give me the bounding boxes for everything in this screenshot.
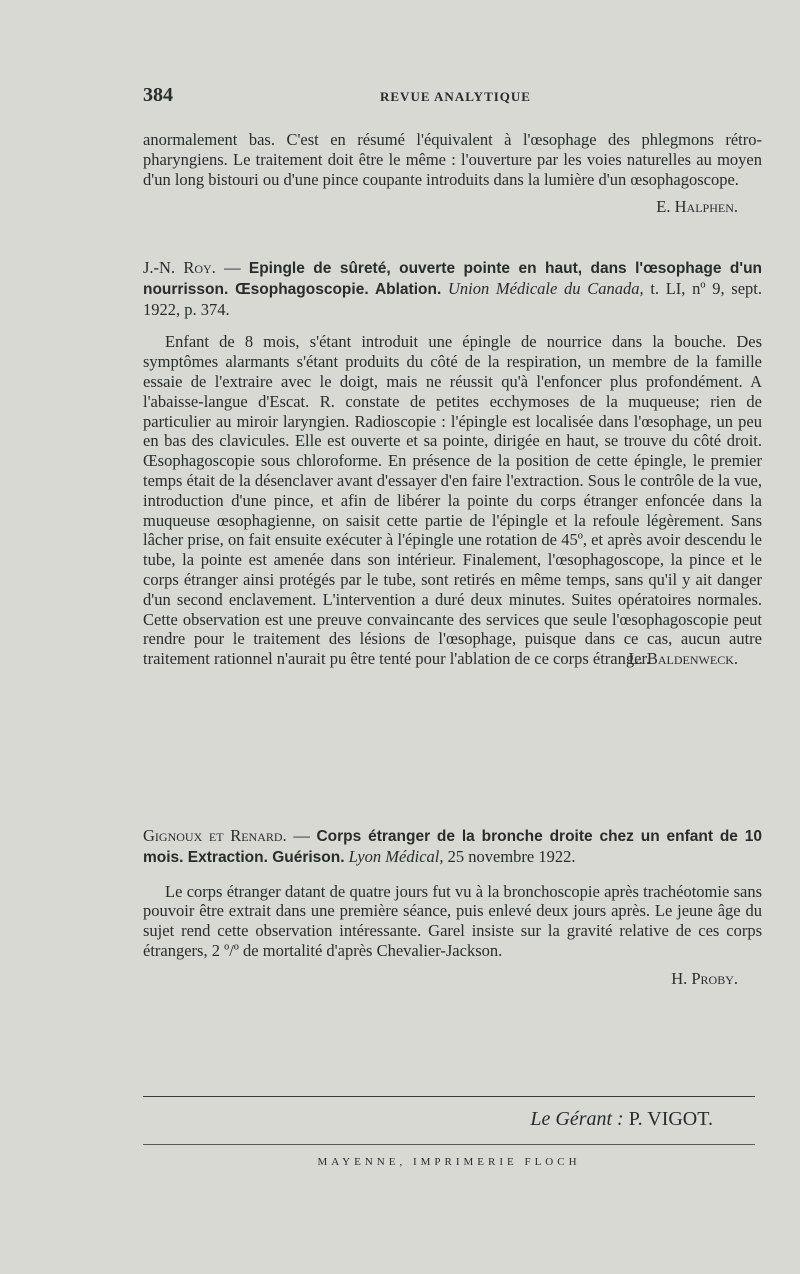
- printer-imprint: MAYENNE, IMPRIMERIE FLOCH: [317, 1156, 581, 1168]
- article-roy-authors: J.-N. Roy.: [143, 258, 216, 277]
- intro-section: [143, 130, 762, 217]
- article-roy-dash: —: [215, 258, 249, 277]
- article-gignoux-authors: Gignoux et Renard.: [143, 826, 287, 845]
- page-number: 384: [143, 84, 173, 106]
- article-roy: [143, 258, 762, 669]
- article-roy-citation: t. LI, nº 9, sept. 1922, p. 374.: [143, 278, 762, 319]
- article-gignoux-signature: H. Proby.: [671, 968, 738, 988]
- intro-signature: E. Halphen.: [656, 197, 738, 217]
- article-gignoux-body: Le corps étranger datant de quatre jours fut vu à la bronchoscopie après trachéotomie sans pouvoir être extrait dans une première séance, puis enlevé deux jours après. Le jeune âge du sujet rend cette observation intéressante. Garel insiste sur la gravité relative de ces corps étrangers, 2 º/º de mortalité d'après Chevalier-Jackson.: [143, 881, 762, 960]
- article-roy-journal: Union Médicale du Canada,: [447, 278, 644, 298]
- article-roy-title: Epingle de sûreté, ouverte pointe en haut, dans l'œsophage d'un nourrisson. Œsophagoscopie. Ablation.: [143, 260, 763, 298]
- article-roy-signature: L. Baldenweck.: [628, 648, 738, 668]
- article-gignoux: [143, 826, 762, 989]
- page-header: [143, 84, 762, 108]
- article-gignoux-reference: [143, 826, 762, 868]
- gerant-label: Le Gérant :: [530, 1108, 624, 1130]
- article-gignoux-journal: Lyon Médical,: [348, 846, 444, 866]
- article-gignoux-citation: 25 novembre 1922.: [443, 846, 576, 866]
- intro-paragraph: anormalement bas. C'est en résumé l'équivalent à l'œsophage des phlegmons rétro-pharyngiens. Le traitement doit être le même : l'ouverture par les voies naturelles au moyen d'un long bistouri ou d'une pince coupante introduits dans la lumière d'un œsophagoscope.: [143, 130, 762, 189]
- article-gignoux-dash: —: [286, 826, 317, 845]
- footer-rule-top: [143, 1096, 755, 1097]
- footer-rule-bottom: [143, 1144, 755, 1145]
- article-roy-body: Enfant de 8 mois, s'étant introduit une épingle de nourrice dans la bouche. Des symptômes alarmants s'étant produits du côté de la respiration, un membre de la famille essaie de l'extraire avec le doigt, mais ne réussit qu'à l'enfoncer plus profondément. A l'abaisse-langue d'Escat. R. constate de petites ecchymoses de la muqueuse; rien de particulier au miroir laryngien. Radioscopie : l'épingle est localisée dans l'œsophage, un peu en bas des clavicules. Elle est ouverte et sa pointe, dirigée en haut, se trouve du côté droit. Œsophagoscopie sous chloroforme. En présence de la position de cette épingle, le premier temps était de la désenclaver avant d'essayer d'en faire l'extraction. Sous le contrôle de la vue, introduction d'une pince, et afin de libérer la pointe du corps étranger enfoncée dans la muqueuse œsophagienne, on saisit cette partie de l'épingle et la refoule légèrement. Sans lâcher prise, on fait ensuite exécuter à l'épingle une rotation de 45º, et après avoir descendu le tube, la pointe est amenée dans son intérieur. Finalement, l'œsophagoscope, la pince et le corps étranger ainsi protégés par le tube, sont retirés en même temps, sans qu'il y ait danger d'un second enclavement. L'intervention a duré deux minutes. Suites opératoires normales. Cette observation est une preuve convaincante des services que seule l'œsophagoscopie peut rendre pour le traitement des lésions de l'œsophage, puisque dans ce cas, aucun autre traitement rationnel n'aurait pu être tenté pour l'ablation de ce corps étranger.: [143, 332, 762, 669]
- article-roy-reference: [143, 258, 762, 319]
- gerant-name: P. VIGOT.: [623, 1108, 713, 1130]
- running-head: REVUE ANALYTIQUE: [380, 89, 531, 104]
- article-gignoux-title: Corps étranger de la bronche droite chez un enfant de 10 mois. Extraction. Guérison.: [143, 828, 763, 866]
- gerant-line: [143, 1108, 713, 1131]
